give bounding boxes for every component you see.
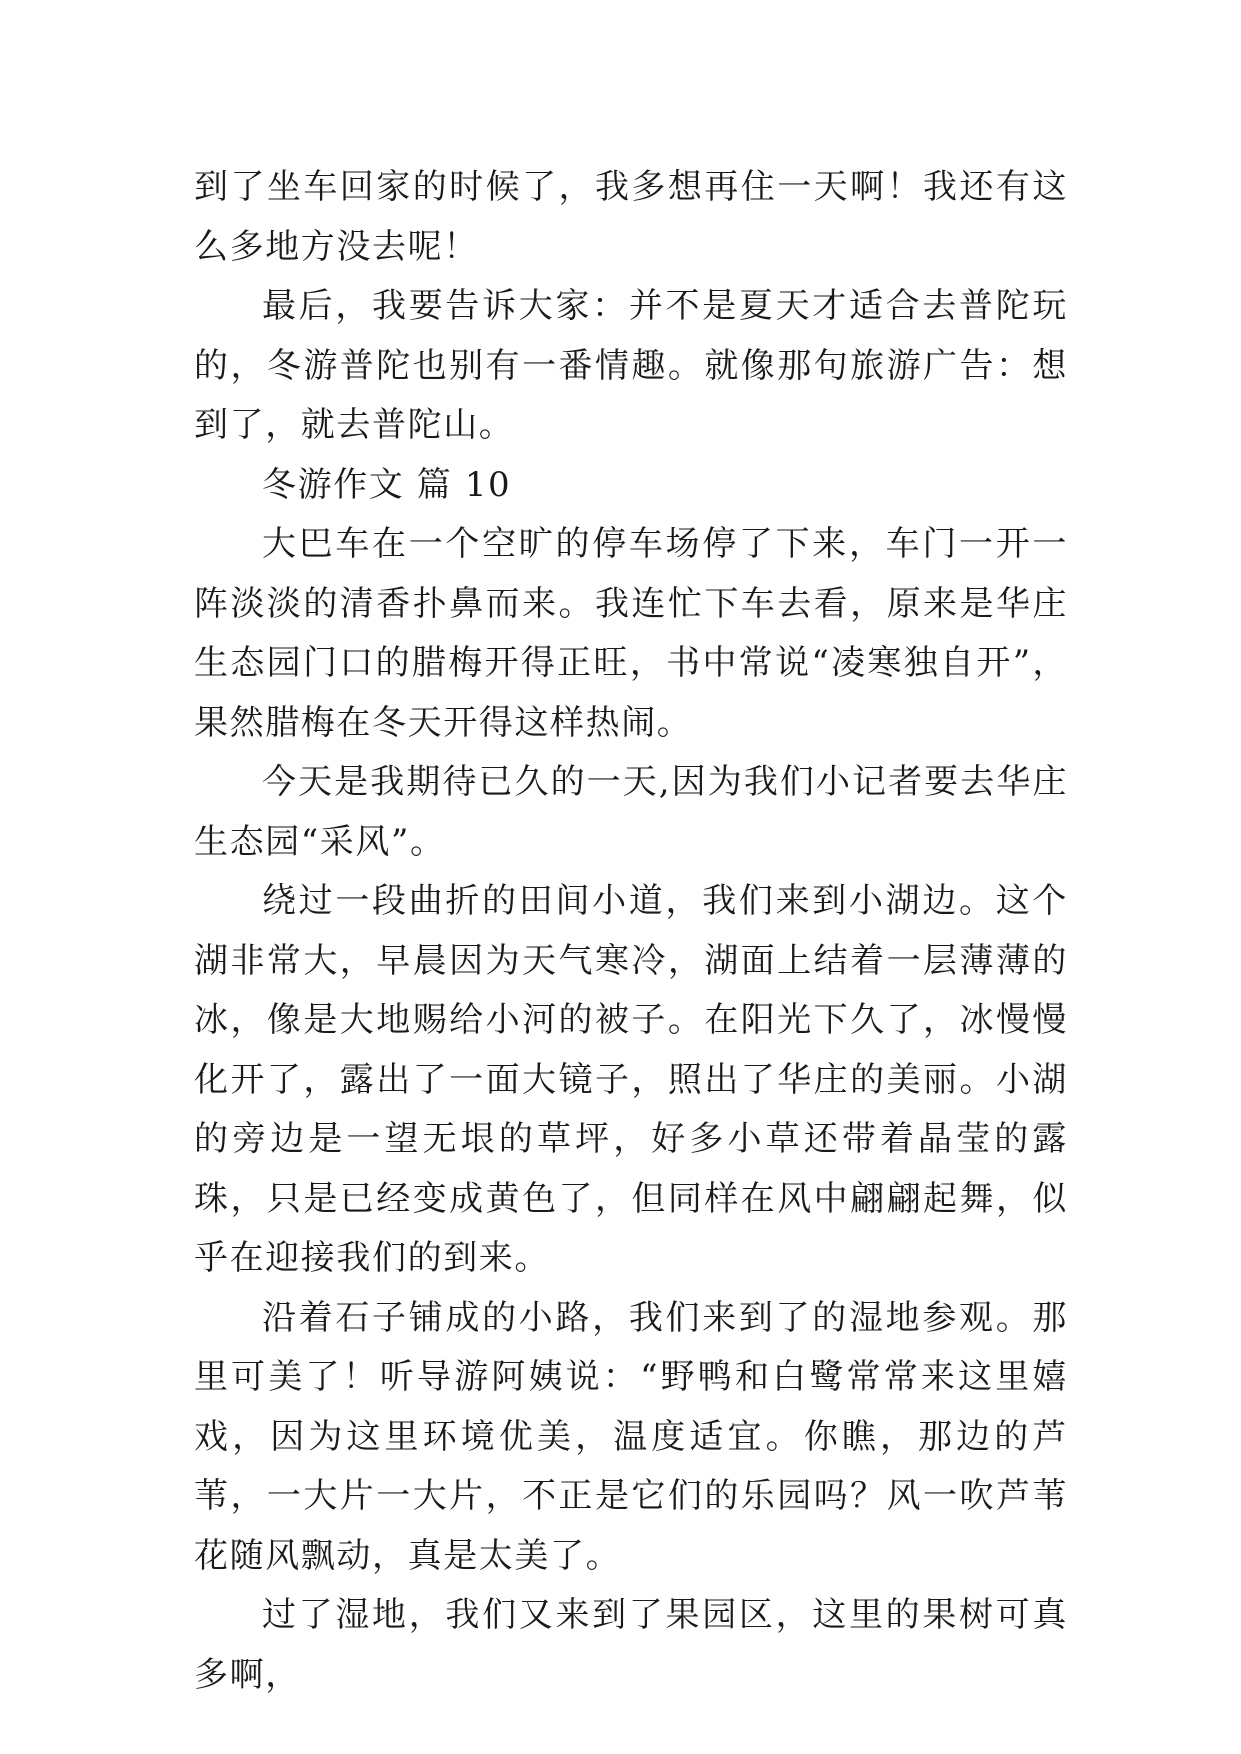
paragraph-1: 到了坐车回家的时候了，我多想再住一天啊！我还有这么多地方没去呢！ (194, 167, 1068, 267)
paragraph-3: 大巴车在一个空旷的停车场停了下来，车门一开一阵淡淡的清香扑鼻而来。我连忙下车去看，原来是华庄生态园门口的腊梅开得正旺，书中常说“凌寒独自开”，果然腊梅在冬天开得这样热闹。 (194, 524, 1068, 743)
paragraph-2: 最后，我要告诉大家：并不是夏天才适合去普陀玩的，冬游普陀也别有一番情趣。就像那句旅游广告：想到了，就去普陀山。 (194, 286, 1068, 445)
paragraph-6: 沿着石子铺成的小路，我们来到了的湿地参观。那里可美了！听导游阿姨说：“野鸭和白鹭常常来这里嬉戏，因为这里环境优美，温度适宜。你瞧，那边的芦苇，一大片一大片，不正是它们的乐园吗？风一吹芦苇花随风飘动，真是太美了。 (194, 1297, 1068, 1576)
document-body (194, 158, 1068, 1705)
paragraph-7: 过了湿地，我们又来到了果园区，这里的果树可真多啊， (194, 1595, 1068, 1695)
paragraph-5: 绕过一段曲折的田间小道，我们来到小湖边。这个湖非常大，早晨因为天气寒冷，湖面上结着一层薄薄的冰，像是大地赐给小河的被子。在阳光下久了，冰慢慢化开了，露出了一面大镜子，照出了华庄的美丽。小湖的旁边是一望无垠的草坪，好多小草还带着晶莹的露珠，只是已经变成黄色了，但同样在风中翩翩起舞，似乎在迎接我们的到来。 (194, 881, 1068, 1278)
section-heading: 冬游作文 篇 10 (262, 464, 512, 505)
paragraph-4: 今天是我期待已久的一天,因为我们小记者要去华庄生态园“采风”。 (194, 762, 1068, 862)
